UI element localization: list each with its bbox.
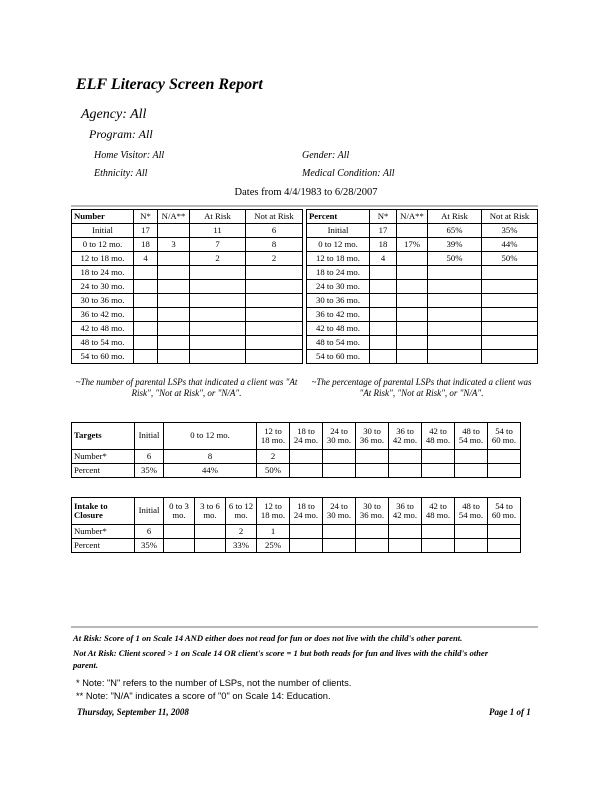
table-cell: 4	[134, 252, 158, 266]
column-header: Intake to Closure	[72, 498, 135, 525]
table-cell	[488, 539, 521, 553]
table-cell: 2	[226, 525, 257, 539]
table-cell	[246, 322, 303, 336]
column-header: 6 to 12 mo.	[226, 498, 257, 525]
column-header: At Risk	[428, 210, 482, 224]
table-cell: 8	[246, 238, 303, 252]
column-header: N*	[370, 210, 397, 224]
table-cell: 39%	[428, 238, 482, 252]
footer-rule	[71, 626, 538, 628]
table-cell: 1	[257, 525, 290, 539]
table-cell: 17	[134, 224, 158, 238]
column-header: At Risk	[190, 210, 246, 224]
table-row	[72, 280, 303, 294]
table-cell: 6	[135, 450, 164, 464]
table-row	[307, 294, 538, 308]
row-label: Percent	[72, 464, 135, 478]
table-cell	[428, 322, 482, 336]
column-header: 36 to 42 mo.	[389, 423, 422, 450]
table-cell: 8	[164, 450, 257, 464]
table-row	[307, 336, 538, 350]
table-cell	[290, 525, 323, 539]
table-cell	[370, 280, 397, 294]
row-label: 24 to 30 mo.	[72, 280, 134, 294]
table-cell	[164, 525, 195, 539]
column-header: 3 to 6 mo.	[195, 498, 226, 525]
row-label: 30 to 36 mo.	[307, 294, 370, 308]
table-cell	[370, 336, 397, 350]
row-label: 54 to 60 mo.	[72, 350, 134, 364]
table-cell	[134, 280, 158, 294]
column-header: 12 to 18 mo.	[257, 498, 290, 525]
table-cell	[323, 464, 356, 478]
table-cell	[323, 450, 356, 464]
table-cell	[455, 450, 488, 464]
table-cell	[482, 322, 538, 336]
table-cell	[356, 525, 389, 539]
column-header: 18 to 24 mo.	[290, 423, 323, 450]
table-cell	[482, 266, 538, 280]
row-label: 24 to 30 mo.	[307, 280, 370, 294]
table-cell	[290, 464, 323, 478]
program-filter: Program: All	[89, 127, 153, 141]
table-cell	[422, 450, 455, 464]
row-label: 42 to 48 mo.	[307, 322, 370, 336]
table-cell: 18	[134, 238, 158, 252]
table-cell	[356, 464, 389, 478]
table-cell	[190, 350, 246, 364]
table-cell	[195, 525, 226, 539]
column-header: 48 to 54 mo.	[455, 498, 488, 525]
row-label: 12 to 18 mo.	[72, 252, 134, 266]
table-cell	[397, 266, 428, 280]
table-cell	[397, 308, 428, 322]
medical-condition-filter: Medical Condition: All	[302, 168, 395, 179]
column-header: 42 to 48 mo.	[422, 423, 455, 450]
row-label: 36 to 42 mo.	[307, 308, 370, 322]
table-cell	[246, 294, 303, 308]
table-row	[307, 252, 538, 266]
table-cell	[158, 308, 190, 322]
table-cell	[488, 525, 521, 539]
table-cell	[158, 322, 190, 336]
header-row	[72, 210, 303, 224]
table-cell	[134, 336, 158, 350]
table-cell: 35%	[135, 539, 164, 553]
column-header: Initial	[135, 423, 164, 450]
table-cell	[158, 336, 190, 350]
column-header: 24 to 30 mo.	[323, 498, 356, 525]
table-cell: 50%	[428, 252, 482, 266]
table-cell	[370, 322, 397, 336]
table-cell	[370, 266, 397, 280]
row-label: 48 to 54 mo.	[72, 336, 134, 350]
table-cell	[323, 539, 356, 553]
table-cell	[134, 322, 158, 336]
table-cell	[428, 294, 482, 308]
table-cell	[482, 294, 538, 308]
table-cell	[246, 308, 303, 322]
percent-table-caption: ~The percentage of parental LSPs that indicated a client was "At Risk", "Not at Risk", or "N/A".	[311, 377, 532, 398]
table-cell: 35%	[135, 464, 164, 478]
table-cell	[190, 294, 246, 308]
table-cell: 7	[190, 238, 246, 252]
not-at-risk-definition: Not At Risk: Client scored > 1 on Scale 14 OR client's score = 1 but both reads for fun and lives with the child's other parent.	[73, 648, 489, 671]
table-cell	[482, 308, 538, 322]
table-row	[72, 252, 303, 266]
at-risk-definition: At Risk: Score of 1 on Scale 14 AND either does not read for fun or does not live with the child's other parent.	[73, 633, 463, 643]
table-row	[307, 266, 538, 280]
table-cell	[195, 539, 226, 553]
table-row	[72, 294, 303, 308]
page-number: Page 1 of 1	[489, 707, 531, 717]
row-label: Number*	[72, 525, 135, 539]
table-cell	[134, 308, 158, 322]
table-cell: 6	[246, 224, 303, 238]
table-row	[72, 336, 303, 350]
table-cell: 25%	[257, 539, 290, 553]
row-label: 12 to 18 mo.	[307, 252, 370, 266]
row-label: 42 to 48 mo.	[72, 322, 134, 336]
table-cell: 11	[190, 224, 246, 238]
row-label: 30 to 36 mo.	[72, 294, 134, 308]
row-label: 0 to 12 mo.	[307, 238, 370, 252]
table-cell	[246, 336, 303, 350]
table-cell	[389, 450, 422, 464]
table-cell	[488, 450, 521, 464]
header-row	[307, 210, 538, 224]
table-cell: 2	[190, 252, 246, 266]
table-cell	[164, 539, 195, 553]
column-header: Percent	[307, 210, 370, 224]
table-cell	[422, 525, 455, 539]
table-cell: 44%	[164, 464, 257, 478]
table-cell: 2	[246, 252, 303, 266]
column-header: 36 to 42 mo.	[389, 498, 422, 525]
table-cell	[428, 308, 482, 322]
table-cell: 35%	[482, 224, 538, 238]
table-cell	[397, 252, 428, 266]
table-cell	[397, 322, 428, 336]
table-row	[72, 450, 521, 464]
table-row	[72, 238, 303, 252]
table-cell	[397, 280, 428, 294]
column-header: 48 to 54 mo.	[455, 423, 488, 450]
table-cell: 50%	[257, 464, 290, 478]
row-label: 0 to 12 mo.	[72, 238, 134, 252]
table-cell	[428, 336, 482, 350]
table-cell: 18	[370, 238, 397, 252]
table-cell: 2	[257, 450, 290, 464]
table-cell: 44%	[482, 238, 538, 252]
table-cell	[190, 308, 246, 322]
column-header: 0 to 3 mo.	[164, 498, 195, 525]
row-label: Number*	[72, 450, 135, 464]
table-row	[307, 322, 538, 336]
table-cell	[158, 252, 190, 266]
gender-filter: Gender: All	[302, 150, 350, 161]
table-cell	[455, 525, 488, 539]
table-cell	[246, 280, 303, 294]
table-cell	[397, 294, 428, 308]
table-cell	[455, 539, 488, 553]
column-header: Initial	[135, 498, 164, 525]
column-header: N*	[134, 210, 158, 224]
column-header: 54 to 60 mo.	[488, 423, 521, 450]
column-header: 54 to 60 mo.	[488, 498, 521, 525]
table-cell	[134, 294, 158, 308]
table-cell	[370, 350, 397, 364]
row-label: 54 to 60 mo.	[307, 350, 370, 364]
table-row	[72, 539, 521, 553]
table-cell	[422, 539, 455, 553]
table-row	[72, 322, 303, 336]
table-cell	[190, 280, 246, 294]
table-cell: 33%	[226, 539, 257, 553]
table-cell	[428, 266, 482, 280]
table-row	[307, 238, 538, 252]
table-cell	[397, 224, 428, 238]
table-cell	[422, 464, 455, 478]
table-cell	[488, 464, 521, 478]
table-row	[307, 308, 538, 322]
table-row	[307, 280, 538, 294]
column-header: 18 to 24 mo.	[290, 498, 323, 525]
ethnicity-filter: Ethnicity: All	[94, 168, 148, 179]
table-row	[72, 308, 303, 322]
table-cell	[290, 450, 323, 464]
table-cell: 65%	[428, 224, 482, 238]
intake-to-closure-table	[71, 497, 521, 553]
table-cell	[246, 350, 303, 364]
column-header: Not at Risk	[482, 210, 538, 224]
table-cell	[389, 525, 422, 539]
row-label: 18 to 24 mo.	[72, 266, 134, 280]
table-cell	[290, 539, 323, 553]
table-cell: 4	[370, 252, 397, 266]
date-range: Dates from 4/4/1983 to 6/28/2007	[234, 187, 378, 198]
table-cell: 6	[135, 525, 164, 539]
column-header: Not at Risk	[246, 210, 303, 224]
table-cell	[356, 450, 389, 464]
table-cell	[158, 350, 190, 364]
table-row	[72, 350, 303, 364]
row-label: 36 to 42 mo.	[72, 308, 134, 322]
table-cell	[323, 525, 356, 539]
table-cell	[246, 266, 303, 280]
table-cell	[134, 350, 158, 364]
number-table	[71, 209, 303, 364]
column-header: Targets	[72, 423, 135, 450]
column-header: 30 to 36 mo.	[356, 498, 389, 525]
header-row	[72, 423, 521, 450]
print-date: Thursday, September 11, 2008	[77, 707, 189, 717]
note-n: * Note: "N" refers to the number of LSPs, not the number of clients.	[76, 678, 352, 688]
table-cell	[370, 308, 397, 322]
header-row	[72, 498, 521, 525]
table-cell	[455, 464, 488, 478]
number-table-caption: ~The number of parental LSPs that indicated a client was "At Risk", "Not at Risk", or "N/A".	[75, 377, 298, 398]
table-cell	[428, 350, 482, 364]
column-header: 0 to 12 mo.	[164, 423, 257, 450]
table-cell	[482, 350, 538, 364]
targets-table	[71, 422, 521, 478]
table-cell	[134, 266, 158, 280]
table-row	[307, 224, 538, 238]
percent-table	[306, 209, 538, 364]
table-cell	[158, 280, 190, 294]
table-cell	[389, 464, 422, 478]
table-cell	[190, 336, 246, 350]
table-row	[307, 350, 538, 364]
table-cell	[389, 539, 422, 553]
column-header: Number	[72, 210, 134, 224]
table-cell	[190, 266, 246, 280]
table-row	[72, 525, 521, 539]
table-cell	[428, 280, 482, 294]
table-cell	[158, 266, 190, 280]
report-title: ELF Literacy Screen Report	[76, 76, 263, 93]
table-cell: 17%	[397, 238, 428, 252]
table-cell	[190, 322, 246, 336]
column-header: 42 to 48 mo.	[422, 498, 455, 525]
table-row	[72, 266, 303, 280]
note-na: ** Note: "N/A" indicates a score of "0" on Scale 14: Education.	[76, 691, 331, 701]
agency-filter: Agency: All	[81, 107, 147, 122]
table-cell	[370, 294, 397, 308]
row-label: Initial	[307, 224, 370, 238]
table-cell	[397, 336, 428, 350]
table-cell	[482, 280, 538, 294]
row-label: 18 to 24 mo.	[307, 266, 370, 280]
table-cell	[356, 539, 389, 553]
row-label: 48 to 54 mo.	[307, 336, 370, 350]
table-cell: 17	[370, 224, 397, 238]
column-header: 12 to 18 mo.	[257, 423, 290, 450]
table-row	[72, 224, 303, 238]
table-cell	[158, 294, 190, 308]
table-cell: 3	[158, 238, 190, 252]
header-rule	[71, 205, 538, 207]
column-header: N/A**	[397, 210, 428, 224]
column-header: N/A**	[158, 210, 190, 224]
table-cell: 50%	[482, 252, 538, 266]
table-cell	[482, 336, 538, 350]
table-row	[72, 464, 521, 478]
home-visitor-filter: Home Visitor: All	[94, 150, 165, 161]
table-cell	[158, 224, 190, 238]
table-cell	[397, 350, 428, 364]
column-header: 30 to 36 mo.	[356, 423, 389, 450]
column-header: 24 to 30 mo.	[323, 423, 356, 450]
row-label: Initial	[72, 224, 134, 238]
row-label: Percent	[72, 539, 135, 553]
